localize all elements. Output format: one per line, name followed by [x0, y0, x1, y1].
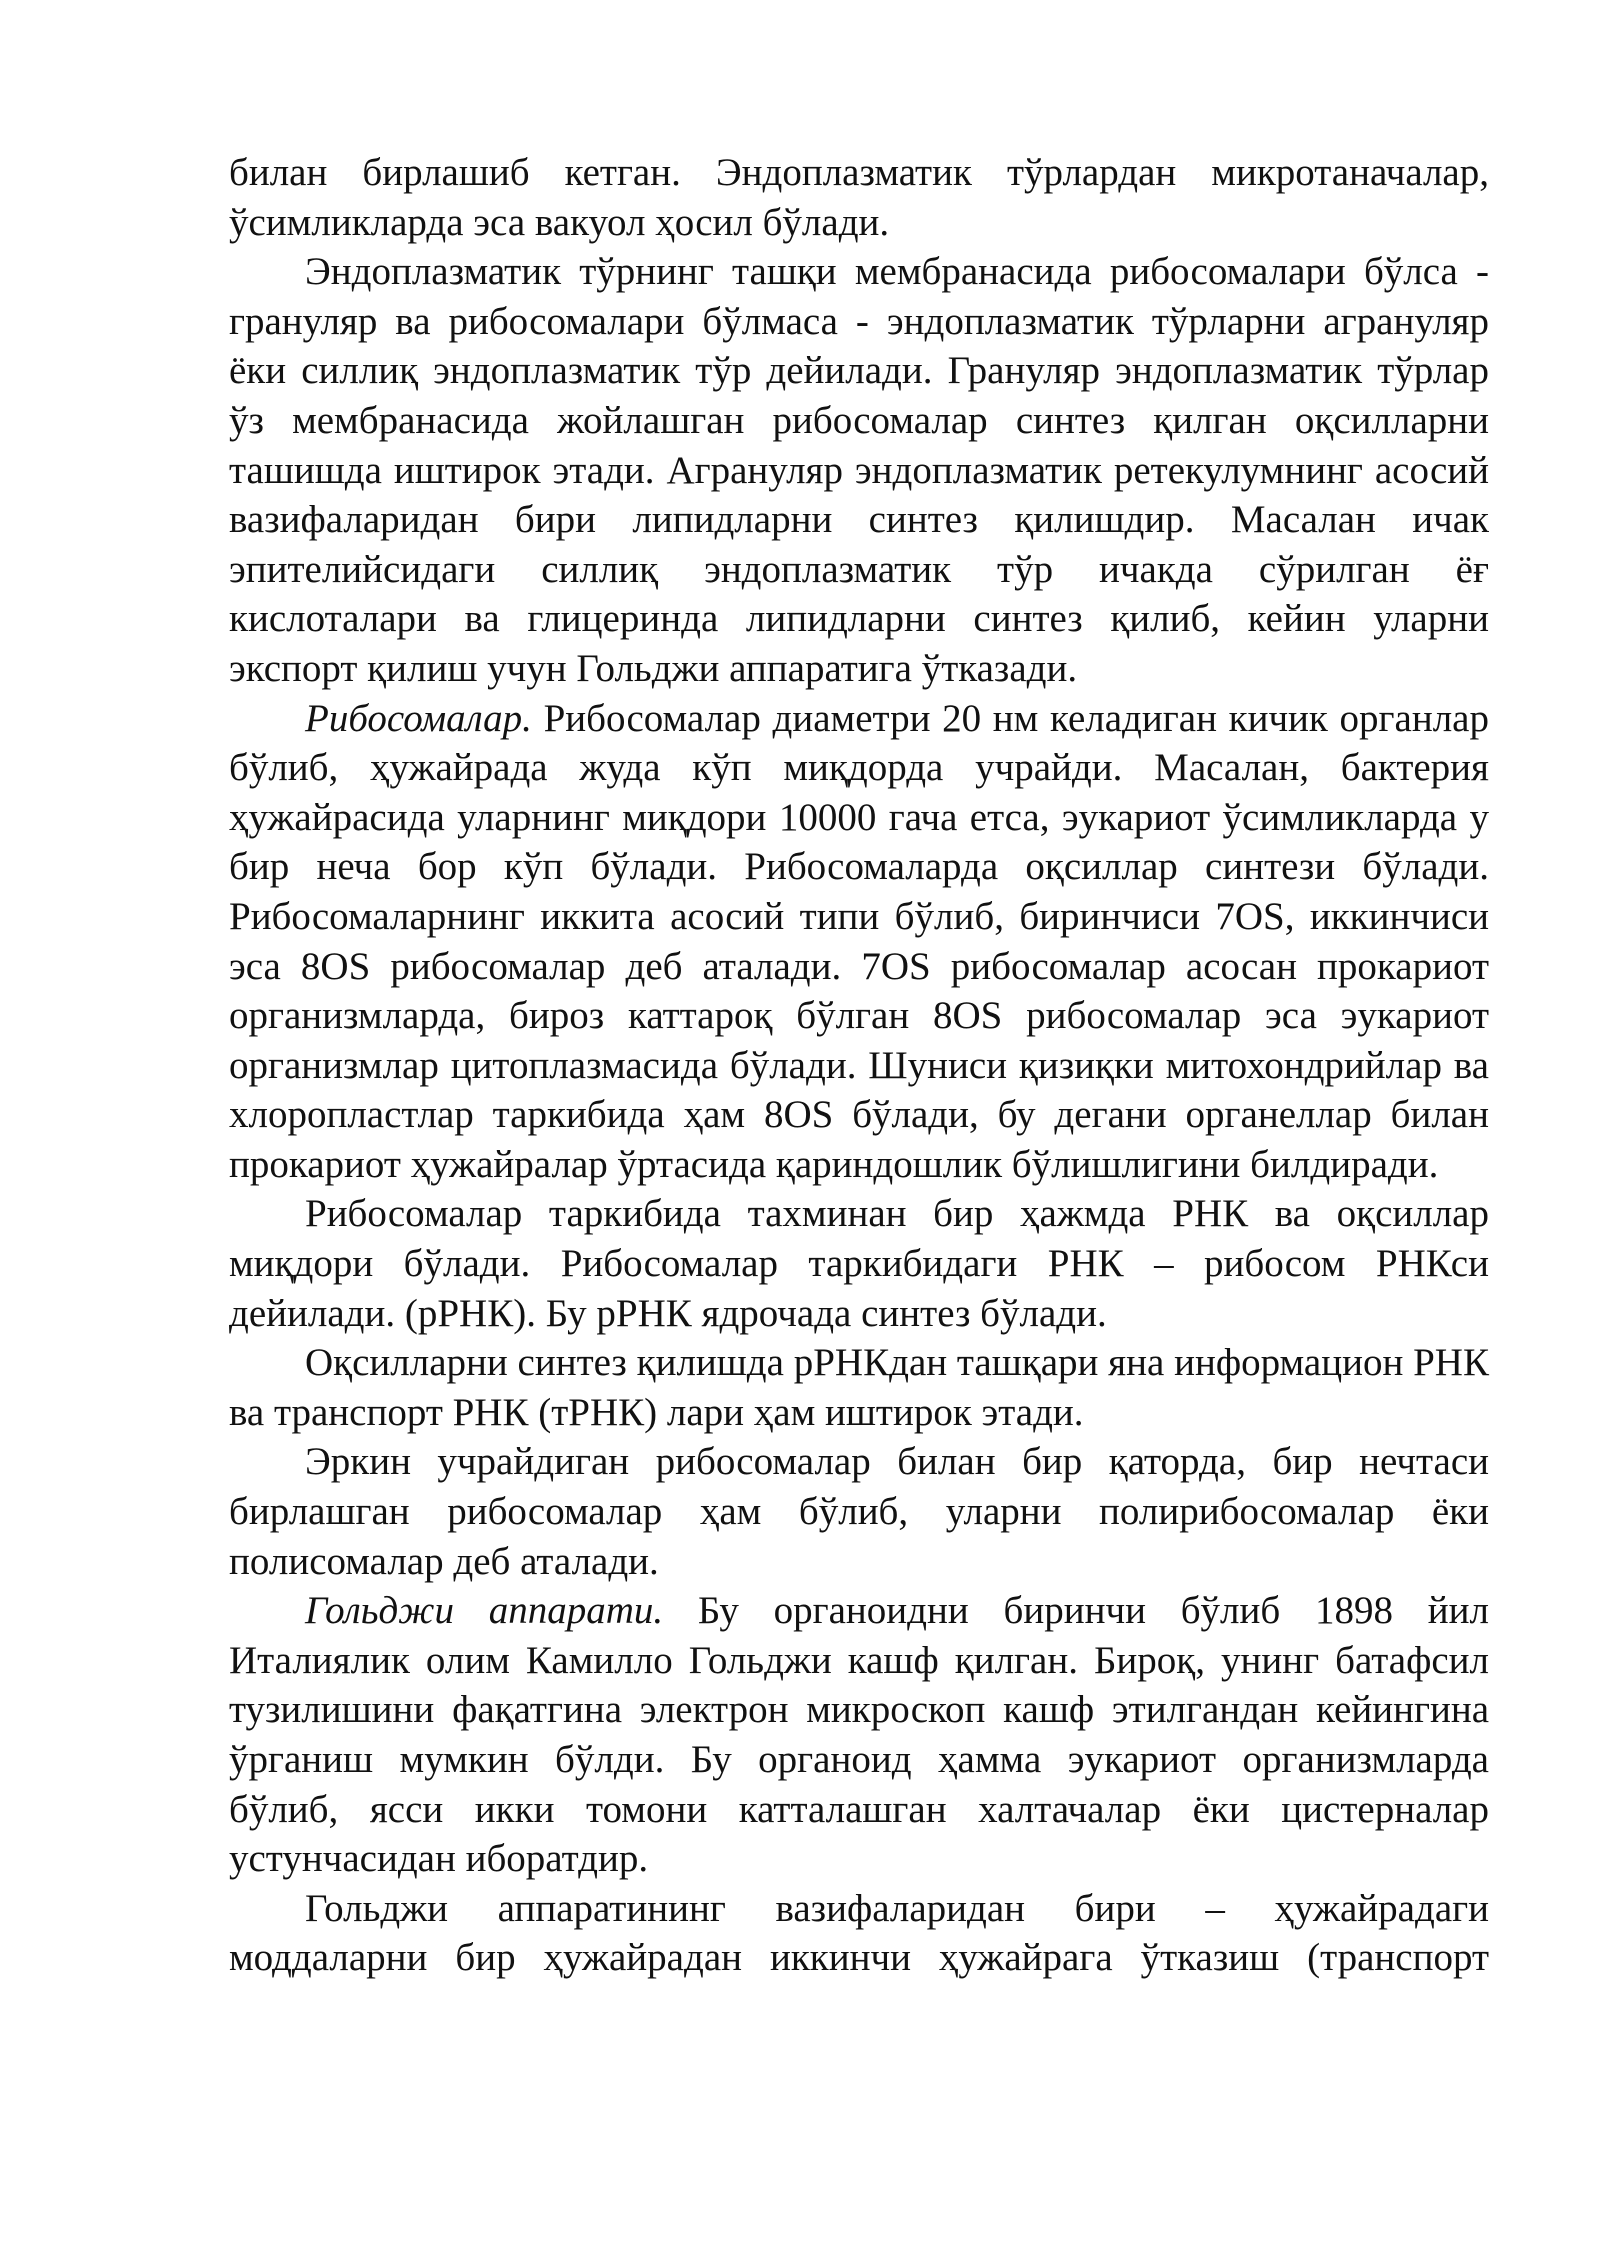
paragraph-protein-synthesis	[229, 1338, 1489, 1437]
section-term: Рибосомалар.	[305, 696, 532, 740]
paragraph-golgi-functions	[229, 1884, 1489, 1983]
paragraph-text: Рибосомалар таркибида тахминан бир ҳажмда РНК ва оқсиллар миқдори бўлади. Рибосомалар таркибидаги РНК – рибосом РНКси дейилади. (рРНК). Бу рРНК ядрочада синтез бўлади.	[229, 1192, 1489, 1335]
paragraph-text: Рибосомалар диаметри 20 нм келадиган кичик органлар бўлиб, ҳужайрада жуда кўп миқдорда учрайди. Масалан, бактерия ҳужайрасида уларнинг миқдори 10000 гача етса, эукариот ўсимликларда у бир неча бор кўп бўлади. Рибосомаларда оқсиллар синтези бўлади. Рибосомаларнинг иккита асосий типи бўлиб, биринчиси 7OS, иккинчиси эса 8OS рибосомалар деб аталади. 7OS рибосомалар асосан прокариот организмларда, бироз каттароқ бўлган 8OS рибосомалар эса эукариот организмлар цитоплазмасида бўлади. Шуниси қизиқки митохондрийлар ва хлоропластлар таркибида ҳам 8OS бўлади, бу дегани органеллар билан прокариот ҳужайралар ўртасида қариндошлик бўлишлигини билдиради.	[229, 696, 1489, 1186]
paragraph-text: Эндоплазматик тўрнинг ташқи мембранасида рибосомалари бўлса - грануляр ва рибосомалари бўлмаса - эндоплазматик тўрларни агрануляр ёки силлиқ эндоплазматик тўр дейилади. Грануляр эндоплазматик тўрлар ўз мембранасида жойлашган рибосомалар синтез қилган оқсилларни ташишда иштирок этади. Агрануляр эндоплазматик ретекулумнинг асосий вазифаларидан бири липидларни синтез қилишдир. Масалан ичак эпителийсидаги силлиқ эндоплазматик тўр ичакда сўрилган ёғ кислоталари ва глицеринда липидларни синтез қилиб, кейин уларни экспорт қилиш учун Гольджи аппаратига ўтказади.	[229, 250, 1489, 690]
paragraph-text: Бу органоидни биринчи бўлиб 1898 йил Италиялик олим Камилло Гольджи кашф қилган. Бироқ, унинг батафсил тузилишини фақатгина электрон микроскоп кашф этилгандан кейингина ўрганиш мумкин бўлди. Бу органоид ҳамма эукариот организмларда бўлиб, ясси икки томони катталашган халтачалар ёки цистерналар устунчасидан иборатдир.	[229, 1589, 1489, 1881]
paragraph-text: билан бирлашиб кетган. Эндоплазматик тўрлардан микротаначалар, ўсимликларда эса вакуол ҳосил бўлади.	[229, 151, 1489, 244]
paragraph-text: Гольджи аппаратининг вазифаларидан бири – ҳужайрадаги моддаларни бир ҳужайрадан иккинчи ҳужайрага ўтказиш (транспорт	[229, 1886, 1489, 1980]
paragraph-ribosome-rna	[229, 1189, 1489, 1338]
paragraph-golgi-apparatus	[229, 1586, 1489, 1884]
paragraph-er-types	[229, 247, 1489, 693]
paragraph-text: Оқсилларни синтез қилишда рРНКдан ташқари яна информацион РНК ва транспорт РНК (тРНК) лари ҳам иштирок этади.	[229, 1341, 1489, 1434]
document-page	[229, 148, 1489, 1983]
paragraph-er-continuation	[229, 148, 1489, 247]
paragraph-polysomes	[229, 1437, 1489, 1586]
section-term: Гольджи аппарати.	[305, 1589, 664, 1633]
paragraph-ribosomes	[229, 694, 1489, 1190]
paragraph-text: Эркин учрайдиган рибосомалар билан бир қаторда, бир нечтаси бирлашган рибосомалар ҳам бўлиб, уларни полирибосомалар ёки полисомалар деб аталади.	[229, 1440, 1489, 1583]
